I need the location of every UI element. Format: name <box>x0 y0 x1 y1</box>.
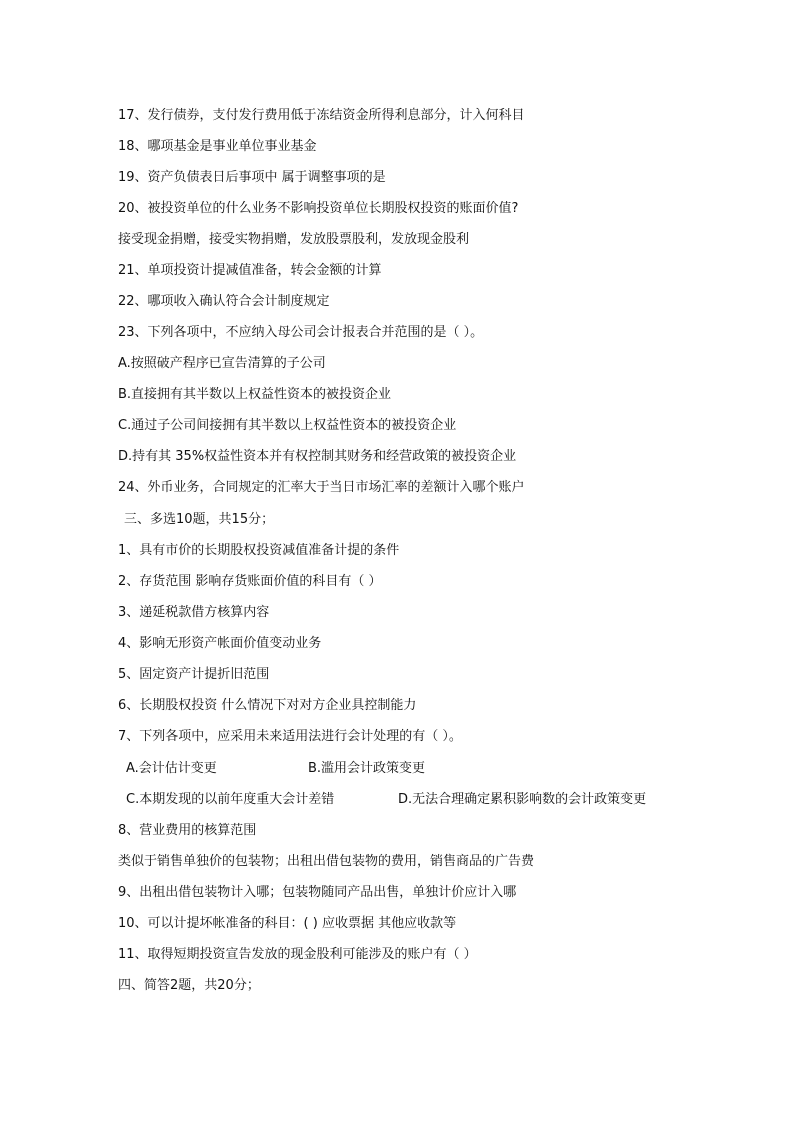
mc-question-3: 3、递延税款借方核算内容 <box>118 605 270 620</box>
mc-question-8: 8、营业费用的核算范围 <box>118 823 257 838</box>
option-23-b: B.直接拥有其半数以上权益性资本的被投资企业 <box>118 387 392 402</box>
section-heading-multiple-choice: 三、多选10题，共15分； <box>124 512 275 527</box>
question-21: 21、单项投资计提减值准备，转会金额的计算 <box>118 263 382 278</box>
mc-question-5: 5、固定资产计提折旧范围 <box>118 667 270 682</box>
question-22: 22、哪项收入确认符合会计制度规定 <box>118 294 330 309</box>
option-7-b: B.滥用会计政策变更 <box>308 761 426 776</box>
option-7-d: D.无法合理确定累积影响数的会计政策变更 <box>398 792 647 807</box>
option-23-a: A.按照破产程序已宣告清算的子公司 <box>118 356 326 371</box>
question-18: 18、哪项基金是事业单位事业基金 <box>118 139 317 154</box>
question-19: 19、资产负债表日后事项中 属于调整事项的是 <box>118 170 386 185</box>
mc-question-10: 10、可以计提坏帐准备的科目：( ) 应收票据 其他应收款等 <box>118 916 457 931</box>
option-7-a: A.会计估计变更 <box>126 761 217 776</box>
answer-8: 类似于销售单独价的包装物；出租出借包装物的费用，销售商品的广告费 <box>118 854 535 869</box>
option-23-d: D.持有其 35%权益性资本并有权控制其财务和经营政策的被投资企业 <box>118 449 517 464</box>
question-17: 17、发行债券，支付发行费用低于冻结资金所得利息部分，计入何科目 <box>118 108 525 123</box>
mc-question-2: 2、存货范围 影响存货账面价值的科目有（ ） <box>118 574 382 589</box>
question-20: 20、被投资单位的什么业务不影响投资单位长期股权投资的账面价值? <box>118 201 519 216</box>
answer-20: 接受现金捐赠，接受实物捐赠，发放股票股利，发放现金股利 <box>118 232 470 247</box>
section-heading-short-answer: 四、简答2题，共20分； <box>118 978 260 993</box>
mc-question-9: 9、出租出借包装物计入哪；包装物随同产品出售，单独计价应计入哪 <box>118 885 517 900</box>
option-7-c: C.本期发现的以前年度重大会计差错 <box>126 792 335 807</box>
mc-question-6: 6、长期股权投资 什么情况下对对方企业具控制能力 <box>118 698 417 713</box>
mc-question-11: 11、取得短期投资宣告发放的现金股利可能涉及的账户有（ ） <box>118 947 477 962</box>
mc-question-7: 7、下列各项中，应采用未来适用法进行会计处理的有（ ）。 <box>118 729 462 744</box>
mc-question-4: 4、影响无形资产帐面价值变动业务 <box>118 636 322 651</box>
mc-question-1: 1、具有市价的长期股权投资减值准备计提的条件 <box>118 543 400 558</box>
option-23-c: C.通过子公司间接拥有其半数以上权益性资本的被投资企业 <box>118 418 457 433</box>
question-23: 23、下列各项中，不应纳入母公司会计报表合并范围的是（ ）。 <box>118 325 484 340</box>
question-24: 24、外币业务，合同规定的汇率大于当日市场汇率的差额计入哪个账户 <box>118 480 525 495</box>
